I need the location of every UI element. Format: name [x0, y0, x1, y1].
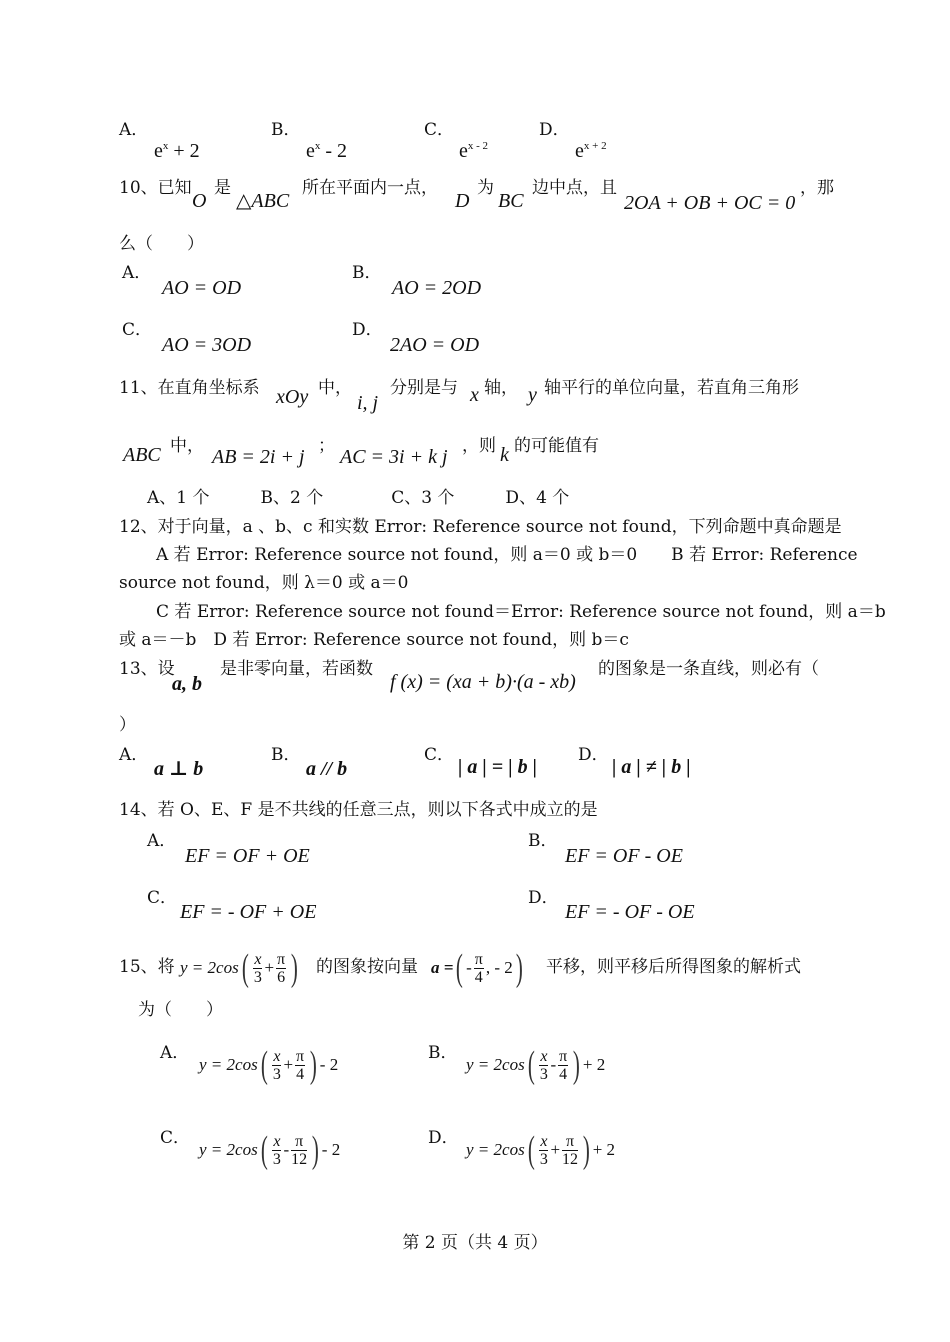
q12-line2: A 若 Error: Reference source not found，则 a＝0 或 b＝0 B 若 Error: Reference — [156, 545, 858, 565]
q13-option-c-label: C． — [424, 745, 455, 765]
q11-ij: i, j — [357, 392, 379, 414]
q10-point-d: D — [455, 190, 470, 212]
q14-option-a-label: A． — [147, 831, 177, 851]
q11-ab-vector: AB = 2i + j — [212, 446, 305, 468]
q15-option-d: y = 2cos ( $\frac{x}{3}$ + $\frac{\pi}{12}$ ) + 2 — [466, 1129, 616, 1171]
q15-option-b-label: B． — [428, 1043, 458, 1063]
q14-option-b-label: B． — [528, 831, 558, 851]
q11-x: x — [470, 384, 479, 406]
q11-ac-vector: AC = 3i + k j — [340, 446, 448, 468]
q11-y: y — [528, 384, 537, 406]
q11-stem-text: 轴， — [484, 378, 518, 398]
q10-stem-text: 边中点，且 — [532, 178, 617, 198]
q9-option-c-label: C． — [424, 120, 455, 140]
q13-option-a-label: A． — [119, 745, 149, 765]
q15-stem-line2: 为（ ） — [138, 1000, 223, 1020]
q14-stem: 14、若 O、E、F 是不共线的任意三点，则以下各式中成立的是 — [119, 800, 598, 820]
q11-stem-text: ，则 — [462, 436, 496, 456]
q9-option-b-label: B． — [271, 120, 301, 140]
q10-option-a-label: A． — [122, 263, 152, 283]
q11-stem-text: 中， — [170, 436, 204, 456]
q9-option-a-label: A． — [119, 120, 149, 140]
q13-option-b: a // b — [306, 758, 348, 780]
q14-option-c: EF = - OF + OE — [180, 901, 317, 923]
q10-option-c-label: C． — [122, 320, 153, 340]
q15-option-a: y = 2cos ( $\frac{x}{3}$ + $\frac{\pi}{4}$ ) - 2 — [199, 1044, 339, 1086]
q13-vectors-ab: a, b — [172, 673, 202, 695]
q15-option-c-label: C． — [160, 1128, 191, 1148]
q13-option-d-label: D． — [578, 745, 609, 765]
q12-line1: 12、对于向量，a 、b、c 和实数 Error: Reference source not found，下列命题中真命题是 — [119, 517, 842, 537]
q10-segment-bc: BC — [498, 190, 524, 212]
q11-xoy: xOy — [276, 386, 309, 408]
q12-line4: C 若 Error: Reference source not found＝Error: Reference source not found，则 a＝b — [156, 602, 886, 622]
q14-option-b: EF = OF - OE — [565, 845, 683, 867]
q14-option-d-label: D． — [528, 888, 559, 908]
q10-triangle-abc: △ABC — [236, 190, 290, 212]
q11-stem-text: ； — [318, 436, 335, 456]
q10-option-d-label: D． — [352, 320, 383, 340]
q13-close-paren: ） — [119, 715, 136, 735]
q12-line5: 或 a＝－b D 若 Error: Reference source not found，则 b＝c — [119, 630, 629, 650]
q11-stem-text: 分别是与 — [390, 378, 458, 398]
q10-option-d: 2AO = OD — [390, 334, 480, 356]
q15-option-c: y = 2cos ( $\frac{x}{3}$ - $\frac{\pi}{12}$ ) - 2 — [199, 1129, 341, 1171]
q10-stem-text: 为 — [477, 178, 494, 198]
q15-option-d-label: D． — [428, 1128, 459, 1148]
q10-option-b-label: B． — [352, 263, 382, 283]
q10-stem-text: 10、已知 — [119, 178, 192, 198]
q11-k: k — [500, 444, 509, 466]
q15-translation-vector: a = ( - $\frac{\pi}{4}$ , - 2 ) — [431, 947, 523, 989]
q13-stem-text: 的图象是一条直线，则必有（ — [598, 659, 819, 679]
q15-function: y = 2cos ( $\frac{x}{3}$ + $\frac{\pi}{6}$ ) — [180, 947, 298, 989]
q14-option-c-label: C． — [147, 888, 178, 908]
q13-option-b-label: B． — [271, 745, 301, 765]
q15-option-b: y = 2cos ( $\frac{x}{3}$ - $\frac{\pi}{4}$ ) + 2 — [466, 1044, 606, 1086]
q9-option-d-expr: $e^{x + 2}$ — [575, 140, 607, 162]
q13-stem-text: 是非零向量，若函数 — [220, 659, 373, 679]
q10-option-a: AO = OD — [162, 277, 242, 299]
q10-option-c: AO = 3OD — [162, 334, 252, 356]
q13-stem-text: 13、设 — [119, 659, 175, 679]
q10-vector-equation: 2OA + OB + OC = 0 — [624, 192, 796, 214]
q9-option-c-expr: $e^{x - 2}$ — [459, 140, 489, 162]
q11-abc: ABC — [123, 444, 161, 466]
q15-option-a-label: A． — [160, 1043, 190, 1063]
q14-option-d: EF = - OF - OE — [565, 901, 695, 923]
q11-stem-text: 轴平行的单位向量，若直角三角形 — [544, 378, 799, 398]
q11-options: A、1 个 B、2 个 C、3 个 D、4 个 — [147, 488, 570, 508]
q9-option-a-expr: $e^x + 2$ — [154, 140, 200, 162]
q15-stem-text: 平移，则平移后所得图象的解析式 — [546, 957, 801, 977]
q10-point-o: O — [192, 190, 207, 212]
q10-stem-text: 所在平面内一点， — [302, 178, 438, 198]
q10-stem-text: 是 — [214, 178, 231, 198]
q10-option-b: AO = 2OD — [392, 277, 482, 299]
q13-option-d: | a | ≠ | b | — [612, 756, 691, 778]
q9-option-d-label: D． — [539, 120, 570, 140]
q13-function: f (x) = (xa + b)·(a - xb) — [390, 671, 576, 693]
q13-option-c: | a | = | b | — [458, 756, 538, 778]
q10-stem-line2: 么（ ） — [119, 234, 204, 254]
q14-option-a: EF = OF + OE — [185, 845, 310, 867]
q11-stem-text: 11、在直角坐标系 — [119, 378, 260, 398]
q9-option-b-expr: $e^x - 2$ — [306, 140, 348, 162]
q10-stem-text: ，那 — [800, 178, 834, 198]
q15-stem-text: 的图象按向量 — [316, 957, 418, 977]
q11-stem-text: 中， — [318, 378, 352, 398]
page-footer: 第 2 页（共 4 页） — [402, 1233, 548, 1253]
q15-stem-text: 15、将 — [119, 957, 175, 977]
q11-stem-text: 的可能值有 — [514, 436, 599, 456]
q12-line3: source not found，则 λ＝0 或 a＝0 — [119, 573, 409, 593]
q13-option-a: a ⊥ b — [154, 758, 204, 780]
